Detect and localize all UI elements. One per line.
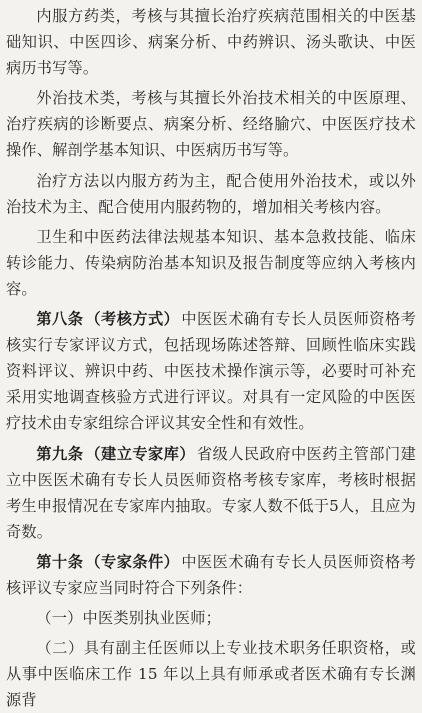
article-10-number: 第十条: [36, 552, 84, 571]
article-8-title: （考核方式）: [85, 310, 180, 329]
paragraph-external-treatment: 外治技术类，考核与其擅长外治技术相关的中医原理、治疗疾病的诊断要点、病案分析、经络腧穴、中医医疗技术操作、解剖学基本知识、中医病历书写等。: [6, 89, 416, 160]
article-8: [6, 306, 416, 436]
paragraph-internal-medicine: 内服方药类，考核与其擅长治疗疾病范围相关的中医基础知识、中医四诊、病案分析、中药辨识、汤头歌诀、中医病历书写等。: [6, 7, 416, 78]
article-9-text: 省级人民政府中医药主管部门建立中医医术确有专长人员医师资格考核专家库，考核时根据考生申报情况在专家库内抽取。专家人数不低于5人，且应为奇数。: [6, 444, 416, 541]
article-8-text: 中医医术确有专长人员医师资格考核实行专家评议方式，包括现场陈述答辩、回顾性临床实践资料评议、辨识中药、中医技术操作演示等，必要时可补充采用实地调查核验方式进行评议。对具有一定风险的中医医疗技术由专家组综合评议其安全性和有效性。: [6, 310, 416, 433]
article-10: [6, 549, 416, 601]
paragraph-combined-treatment: 治疗方法以内服方药为主，配合使用外治技术，或以外治技术为主、配合使用内服药物的，增加相关考核内容。: [6, 171, 416, 216]
article-9: [6, 441, 416, 545]
article-8-number: 第八条: [36, 310, 84, 329]
article-9-title: （建立专家库）: [85, 444, 195, 463]
article-10-text: 中医医术确有专长人员医师资格考核评议专家应当同时符合下列条件：: [6, 552, 416, 597]
paragraph-law-knowledge: 卫生和中医药法律法规基本知识、基本急救技能、临床转诊能力、传染病防治基本知识及报告制度等应纳入考核内容。: [6, 227, 416, 298]
list-item-2: （二）具有副主任医师以上专业技术职务任职资格，或从事中医临床工作 15 年以上具有师承或者医术确有专长渊源背: [6, 639, 416, 710]
article-9-number: 第九条: [36, 444, 84, 463]
article-10-title: （专家条件）: [85, 552, 180, 571]
list-item-1: （一）中医类别执业医师；: [36, 609, 222, 628]
